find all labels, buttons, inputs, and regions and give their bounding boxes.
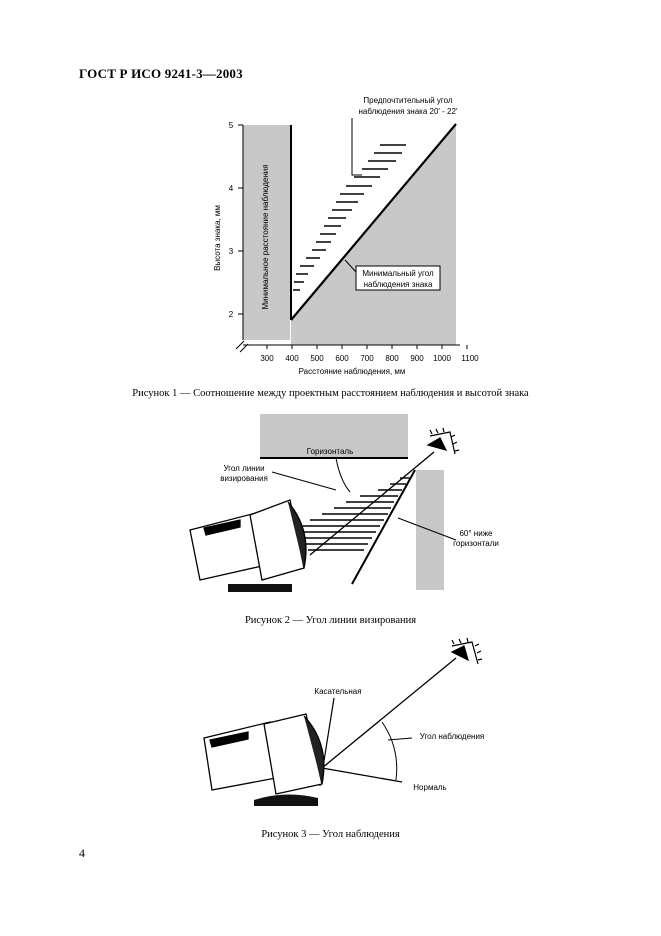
figure-1-chart (205, 90, 495, 380)
axis-break-icon (236, 341, 248, 352)
figure-1-caption: Рисунок 1 — Соотношение между проектным расстоянием наблюдения и высотой знака (132, 388, 529, 399)
x-tick-label: 400 (285, 354, 299, 363)
horizontal-label: Горизонталь (306, 447, 354, 456)
angle-arc (336, 458, 350, 492)
sight-line (322, 658, 456, 768)
min-distance-label: Минимальное расстояние наблюдения (261, 164, 270, 310)
x-tick-label: 1100 (461, 354, 479, 363)
y-tick-marks (238, 125, 243, 314)
monitor-icon (204, 714, 324, 794)
min-angle-label-line1: Минимальный угол (362, 269, 434, 278)
monitor-stand (254, 794, 318, 806)
x-tick-label: 600 (335, 354, 349, 363)
figure-2-diagram (180, 405, 530, 605)
x-tick-label: 300 (260, 354, 274, 363)
preferred-leader-line (352, 118, 362, 175)
viewing-angle-label: Угол наблюдения (419, 732, 485, 741)
monitor-stand (228, 584, 292, 592)
figure-3-caption: Рисунок 3 — Угол наблюдения (261, 829, 400, 840)
normal-line (322, 768, 402, 782)
normal-label: Нормаль (413, 783, 447, 792)
sight-line (310, 452, 434, 555)
document-header: ГОСТ Р ИСО 9241-3—2003 (79, 66, 243, 81)
eye-icon (428, 428, 459, 454)
sixty-degree-line (352, 470, 415, 584)
x-tick-label: 700 (360, 354, 374, 363)
y-axis-label: Высота знака, мм (213, 205, 222, 271)
figure-2-caption: Рисунок 2 — Угол линии визирования (244, 615, 417, 626)
sight-label-leader (272, 472, 336, 490)
preferred-label-line1: Предпочтительный угол (363, 96, 453, 105)
x-tick-label: 500 (310, 354, 324, 363)
eye-icon (452, 638, 482, 664)
below-min-angle-region (291, 124, 456, 345)
page-number: 4 (79, 846, 85, 860)
sight-label-line2: визирования (220, 474, 268, 483)
figure-3-diagram (195, 635, 505, 815)
y-tick-label: 5 (228, 121, 234, 130)
y-tick-label: 2 (228, 310, 234, 319)
preferred-label-line2: наблюдения знака 20' - 22' (358, 107, 458, 116)
sight-range-hatching (302, 478, 410, 550)
x-tick-label: 800 (385, 354, 399, 363)
min-angle-label-line2: наблюдения знака (363, 280, 433, 289)
sight-label-line1: Угол линии (223, 464, 265, 473)
viewing-angle-arc (382, 722, 397, 780)
x-tick-label: 900 (410, 354, 424, 363)
x-tick-marks (267, 345, 467, 349)
tangent-label: Касательная (314, 687, 362, 696)
monitor-icon (190, 500, 306, 580)
below-label-line2: горизонтали (453, 539, 499, 548)
y-tick-label: 4 (228, 184, 234, 193)
below-label-line1: 60° ниже (459, 529, 493, 538)
x-tick-label: 1000 (433, 354, 451, 363)
y-tick-label: 3 (228, 247, 234, 256)
x-axis-label: Расстояние наблюдения, мм (298, 367, 406, 376)
